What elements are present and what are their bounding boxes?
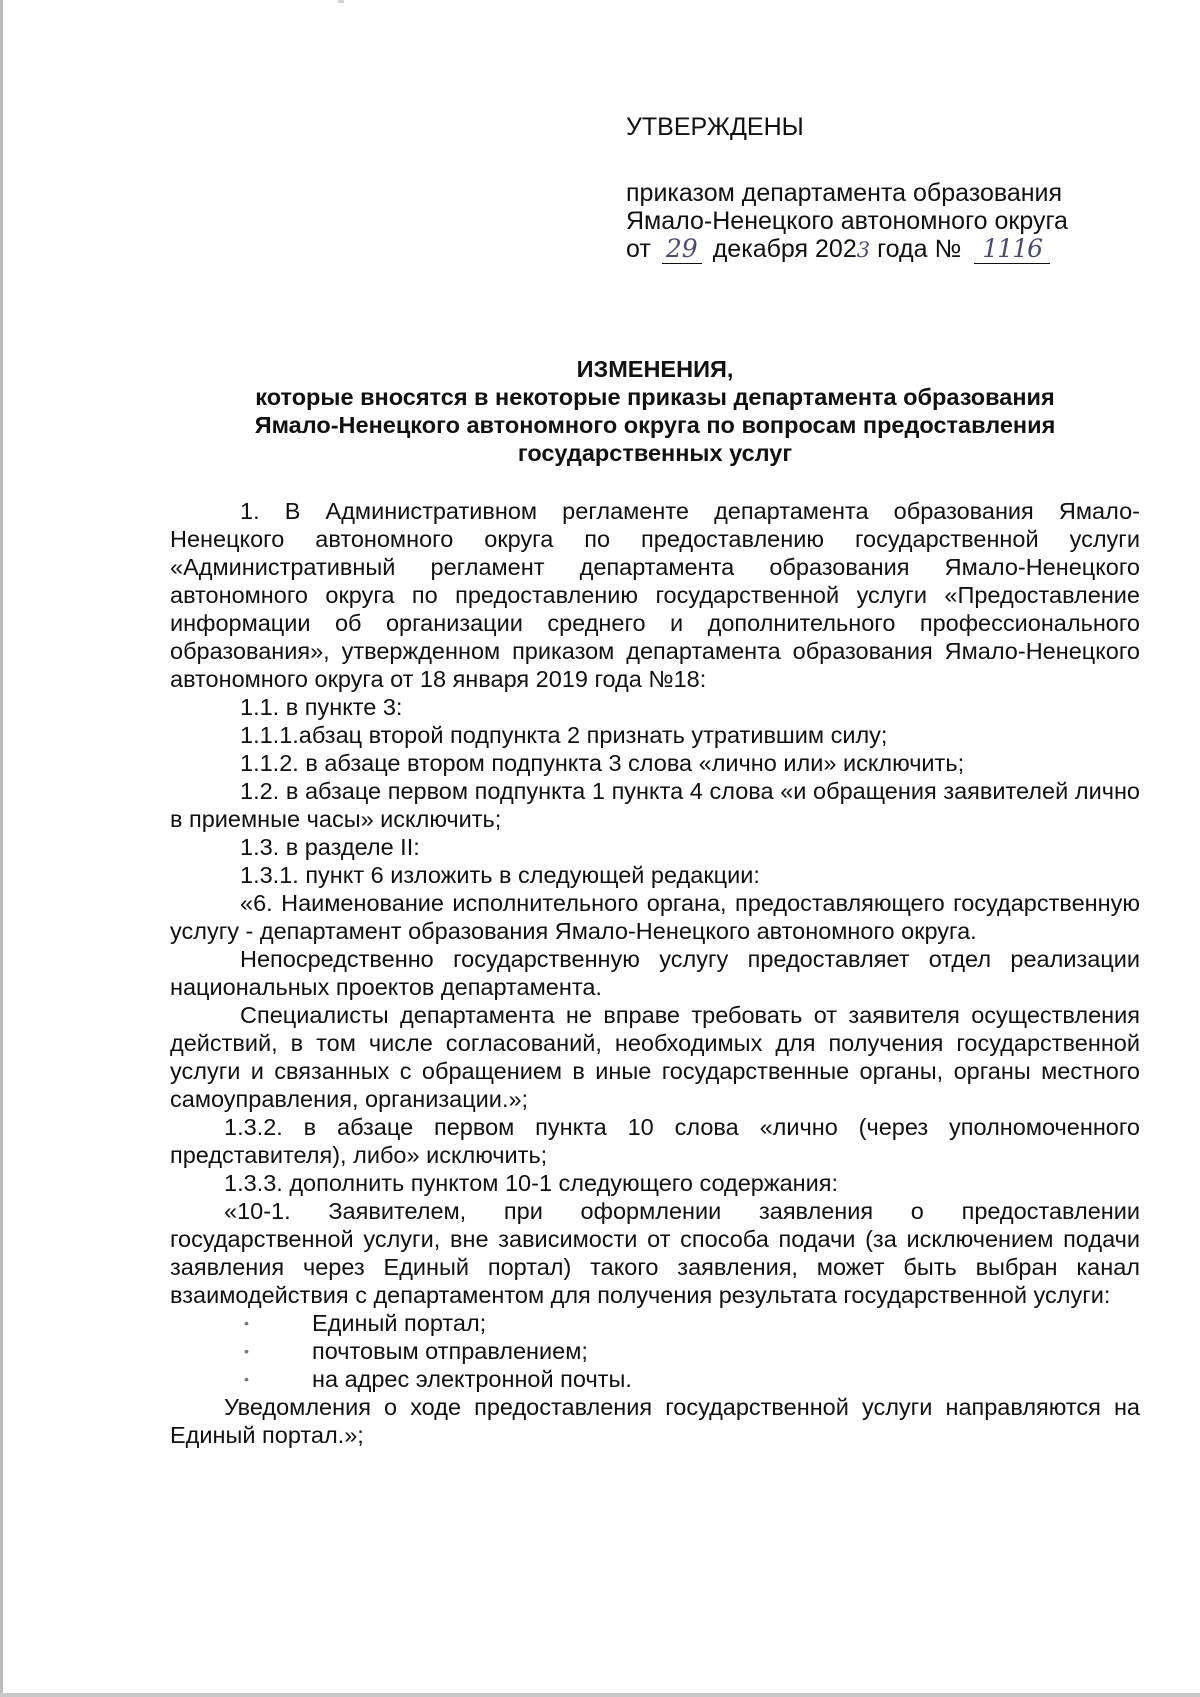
paragraph-item-6: «6. Наименование исполнительного органа, предоставляющего государственную услугу - департамент образования Ямало-Ненецкого автономного округа.: [170, 890, 1140, 944]
bullet-text: Единый портал;: [312, 1310, 487, 1336]
paragraph-1: 1. В Административном регламенте департамента образования Ямало-Ненецкого автономного округа по предоставлению государственной услуги «Административный регламент департамента образования Ямало-Ненецкого автономного округа по предоставлению государственной услуги «Предоставление информации об организации среднего и дополнительного профессионального образования», утвержденном приказом департамента образования Ямало-Ненецкого автономного округа от 18 января 2019 года №18:: [170, 498, 1140, 692]
paragraph-1-1: 1.1. в пункте 3:: [240, 694, 403, 720]
bullet-icon: •: [244, 1315, 249, 1331]
list-item: [170, 1309, 1140, 1337]
document-body: [170, 497, 1140, 1449]
title-line-4: государственных услуг: [517, 440, 793, 466]
paragraph-direct-service: Непосредственно государственную услугу предоставляет отдел реализации национальных проектов департамента.: [170, 946, 1140, 1000]
paragraph-specialists: Специалисты департамента не вправе требовать от заявителя осуществления действий, в том числе согласований, необходимых для получения государственной услуги и связанных с обращением в иные государственные органы, органы местного самоуправления, организации.»;: [170, 1002, 1140, 1112]
paragraph-1-1-1: 1.1.1.абзац второй подпункта 2 признать утратившим силу;: [240, 722, 888, 748]
bullet-text: на адрес электронной почты.: [312, 1366, 632, 1392]
date-month: декабря 202: [712, 235, 857, 263]
paragraph-1-2: 1.2. в абзаце первом подпункта 1 пункта 4 слова «и обращения заявителей лично в приемные часы» исключить;: [170, 778, 1140, 832]
paragraph-notifications: Уведомления о ходе предоставления государственной услуги направляются на Единый портал.»;: [170, 1394, 1140, 1448]
date-prefix: от: [626, 235, 651, 263]
title-line-2: которые вносятся в некоторые приказы департамента образования: [255, 384, 1055, 410]
title-line-1: ИЗМЕНЕНИЯ,: [576, 356, 734, 382]
paragraph-1-3-1: 1.3.1. пункт 6 изложить в следующей редакции:: [240, 862, 760, 888]
list-item: [170, 1337, 1140, 1365]
handwritten-number: 1116: [974, 235, 1050, 264]
title-line-3: Ямало-Ненецкого автономного округа по вопросам предоставления: [254, 412, 1056, 438]
approval-stamp: [626, 113, 1068, 264]
bullet-icon: •: [244, 1343, 249, 1359]
list-item: [170, 1365, 1140, 1393]
paragraph-1-3: 1.3. в разделе II:: [240, 834, 420, 860]
scan-mark: [338, 0, 344, 3]
paragraph-1-1-2: 1.1.2. в абзаце втором подпункта 3 слова «лично или» исключить;: [240, 750, 965, 776]
bullet-text: почтовым отправлением;: [312, 1338, 588, 1364]
bullet-icon: •: [244, 1371, 249, 1387]
date-suffix: года №: [877, 235, 962, 263]
document-title: [170, 355, 1140, 467]
handwritten-day: 29: [662, 235, 702, 264]
approval-heading: УТВЕРЖДЕНЫ: [626, 113, 804, 141]
paragraph-1-3-3: 1.3.3. дополнить пунктом 10-1 следующего содержания:: [224, 1170, 839, 1196]
handwritten-year: 3: [856, 238, 871, 262]
approval-line-2: Ямало-Ненецкого автономного округа: [626, 207, 1068, 235]
page-bottom-edge: [0, 1693, 1200, 1697]
paragraph-item-10-1: «10-1. Заявителем, при оформлении заявления о предоставлении государственной услуги, вне зависимости от способа подачи (за исключением подачи заявления через Единый портал) такого заявления, может быть выбран канал взаимодействия с департаментом для получения результата государственной услуги:: [170, 1198, 1140, 1308]
approval-line-1: приказом департамента образования: [626, 179, 1063, 207]
approval-date-line: [626, 235, 1068, 264]
paragraph-1-3-2: 1.3.2. в абзаце первом пункта 10 слова «лично (через уполномоченного представителя), либо» исключить;: [170, 1114, 1140, 1168]
page-left-edge: [0, 0, 3, 1697]
